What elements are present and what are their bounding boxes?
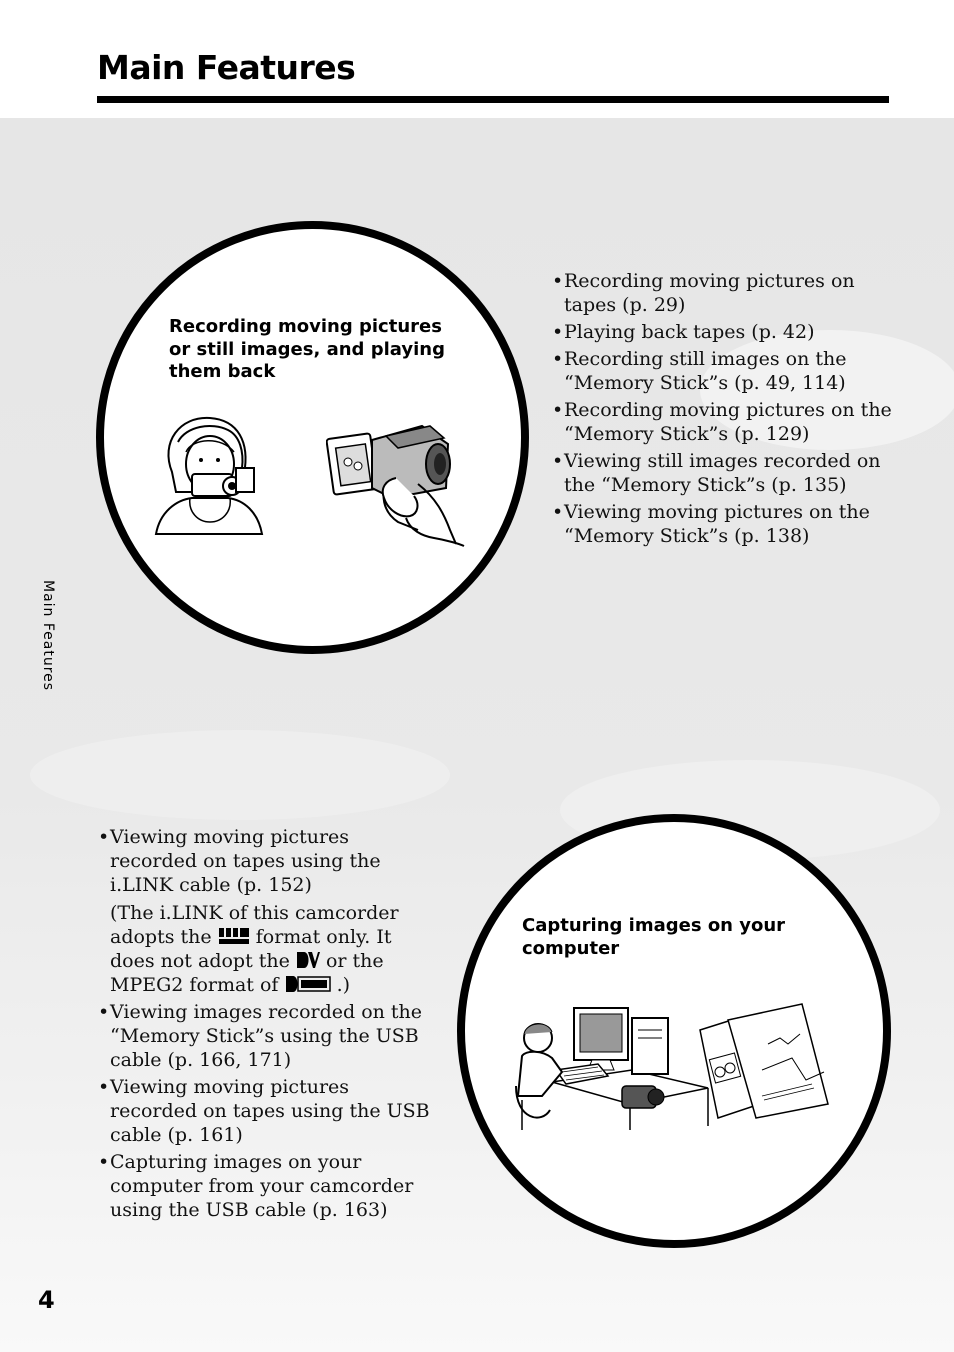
page-title: Main Features	[97, 48, 356, 87]
list-item: • Viewing moving pictures recorded on tapes using the USB cable (p. 161)	[98, 1075, 438, 1147]
list-item: • Viewing images recorded on the “Memory Stick”s using the USB cable (p. 166, 171)	[98, 1000, 438, 1072]
woman-with-camcorder-illustration	[152, 412, 267, 536]
title-rule	[97, 96, 889, 103]
list-item: • Recording still images on the “Memory Stick”s (p. 49, 114)	[552, 347, 892, 395]
list-item: • Playing back tapes (p. 42)	[552, 320, 892, 344]
list-item	[98, 825, 438, 997]
list-item: • Viewing moving pictures on the “Memory Stick”s (p. 138)	[552, 500, 892, 548]
list-item: • Recording moving pictures on the “Memory Stick”s (p. 129)	[552, 398, 892, 446]
list-item: • Recording moving pictures on tapes (p. 29)	[552, 269, 892, 317]
ilink-format-note	[110, 901, 438, 997]
dv-logo-icon	[296, 951, 320, 969]
list-item-text: Viewing moving pictures recorded on tapes using the i.LINK cable (p. 152)	[110, 826, 381, 896]
section-heading-computer: Capturing images on your computer	[522, 915, 786, 959]
note-text: or the MPEG2 format of	[110, 950, 384, 996]
side-section-label: Main Features	[40, 580, 56, 692]
micromv-logo-icon	[218, 927, 250, 945]
camcorder-lcd-illustration	[326, 418, 466, 548]
note-text: format only. It does not adopt the	[110, 926, 392, 972]
feature-list-recording	[552, 269, 892, 551]
list-item: • Viewing still images recorded on the “Memory Stick”s (p. 135)	[552, 449, 892, 497]
page-number: 4	[38, 1286, 55, 1314]
dvhs-logo-icon	[285, 975, 331, 993]
note-text: (The i.LINK of this camcorder adopts the	[110, 902, 399, 948]
list-item: • Capturing images on your computer from your camcorder using the USB cable (p. 163)	[98, 1150, 438, 1222]
section-heading-recording: Recording moving pictures or still images, and playing them back	[169, 316, 445, 382]
note-text: .)	[336, 974, 351, 996]
computer-desk-illustration	[512, 1000, 832, 1135]
background-cloud	[30, 730, 450, 820]
feature-list-computer	[98, 825, 438, 1225]
